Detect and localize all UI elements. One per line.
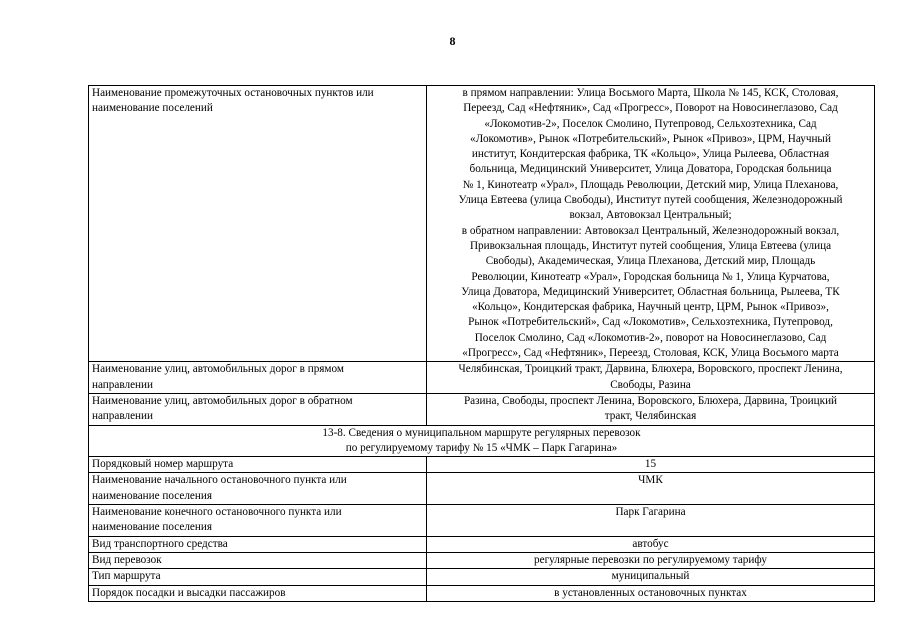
table-row — [89, 569, 875, 585]
row-label — [89, 362, 427, 394]
row-value — [427, 457, 875, 473]
text-line: Рынок «Потребительский», Сад «Локомотив», Сельхозтехника, Путепровод, — [468, 316, 833, 329]
page-number: 8 — [449, 34, 456, 48]
text-line: тракт, Челябинская — [604, 410, 697, 423]
row-value — [427, 86, 875, 362]
text-line: Наименование улиц, автомобильных дорог в прямом — [92, 363, 344, 376]
text-line: «Кольцо», Кондитерская фабрика, Научный центр, ЦРМ, Рынок «Привоз», — [472, 301, 829, 314]
table-row — [89, 552, 875, 568]
table-row — [89, 393, 875, 425]
text-line: Наименование промежуточных остановочных пунктов или — [92, 87, 374, 99]
text-line: Наименование конечного остановочного пункта или — [92, 506, 342, 519]
text-line: наименование поселения — [92, 489, 212, 502]
text-line: вокзал, Автовокзал Центральный; — [569, 209, 732, 222]
table-row — [89, 86, 875, 362]
text-line: Поселок Смолино, Сад «Локомотив-2», поворот на Новосинеглазово, Сад — [474, 331, 827, 344]
row-value — [427, 473, 875, 505]
text-line: Разина, Свободы, проспект Ленина, Воровского, Блюхера, Дарвина, Троицкий — [463, 394, 838, 407]
row-label — [89, 86, 427, 362]
text-line: автобус — [632, 537, 669, 550]
text-line: Улица Евтеева (улица Свободы), Институт путей сообщения, Железнодорожный — [458, 194, 843, 207]
row-value — [427, 552, 875, 568]
text-line: Тип маршрута — [92, 570, 161, 583]
text-line: муниципальный — [611, 570, 690, 583]
text-line: в установленных остановочных пунктах — [554, 586, 747, 599]
text-line: «Прогресс», Сад «Нефтяник», Переезд, Столовая, КСК, Улица Восьмого марта — [462, 347, 839, 360]
row-label — [89, 473, 427, 505]
text-line: «Локомотив-2», Поселок Смолино, Путепровод, Сельхозтехника, Сад — [484, 117, 817, 130]
text-line: Свободы, Разина — [610, 378, 691, 391]
row-value — [427, 362, 875, 394]
text-line: направлении — [92, 378, 153, 391]
row-value — [427, 569, 875, 585]
table-row — [89, 473, 875, 505]
text-line: по регулируемому тарифу № 15 «ЧМК – Парк Гагарина» — [345, 441, 618, 454]
text-line: Парк Гагарина — [615, 506, 686, 519]
table-row — [89, 457, 875, 473]
text-line: больница, Медицинский Университет, Улица Доватора, Городская больница — [469, 163, 832, 176]
text-line: Наименование начального остановочного пункта или — [92, 474, 347, 487]
text-line: регулярные перевозки по регулируемому тарифу — [534, 553, 767, 566]
row-label — [89, 393, 427, 425]
text-line: Порядковый номер маршрута — [92, 458, 234, 471]
route-info-table-body — [89, 86, 875, 602]
row-label — [89, 536, 427, 552]
text-line: институт, Кондитерская фабрика, ТК «Кольцо», Улица Рылеева, Областная — [471, 148, 830, 161]
row-label — [89, 505, 427, 537]
text-line: Свободы), Академическая, Улица Плеханова, Детский мир, Площадь — [485, 255, 816, 268]
section-heading — [89, 425, 875, 457]
row-value — [427, 536, 875, 552]
text-line: ЧМК — [638, 474, 663, 487]
row-label — [89, 585, 427, 601]
row-label — [89, 552, 427, 568]
text-line: в прямом направлении: Улица Восьмого Марта, Школа № 145, КСК, Столовая, — [462, 87, 839, 99]
table-row — [89, 505, 875, 537]
route-info-table — [88, 85, 875, 602]
text-line: Улица Доватора, Медицинский Университет, Областная больница, Рылеева, ТК — [461, 285, 840, 298]
text-line: наименование поселений — [92, 102, 213, 115]
text-line: наименование поселения — [92, 521, 212, 534]
row-label — [89, 457, 427, 473]
table-row — [89, 362, 875, 394]
text-line: Порядок посадки и высадки пассажиров — [92, 586, 286, 599]
text-line: 15 — [644, 458, 657, 471]
text-line: Вид транспортного средства — [92, 537, 228, 550]
text-line: Наименование улиц, автомобильных дорог в обратном — [92, 394, 353, 407]
text-line: № 1, Кинотеатр «Урал», Площадь Революции, Детский мир, Улица Плеханова, — [462, 178, 839, 191]
section-heading-row — [89, 425, 875, 457]
row-value — [427, 585, 875, 601]
text-line: Революции, Кинотеатр «Урал», Городская больница № 1, Улица Курчатова, — [471, 270, 830, 283]
text-line: Привокзальная площадь, Институт путей сообщения, Улица Евтеева (улица — [469, 239, 832, 252]
row-value — [427, 393, 875, 425]
text-line: Вид перевозок — [92, 553, 162, 566]
text-line: 13-8. Сведения о муниципальном маршруте регулярных перевозок — [322, 426, 641, 439]
text-line: Переезд, Сад «Нефтяник», Сад «Прогресс», Поворот на Новосинеглазово, Сад — [463, 102, 838, 115]
text-line: «Локомотив», Рынок «Потребительский», Рынок «Привоз», ЦРМ, Научный — [470, 132, 831, 145]
text-line: направлении — [92, 410, 153, 423]
row-value — [427, 505, 875, 537]
row-label — [89, 569, 427, 585]
table-row — [89, 585, 875, 601]
table-row — [89, 536, 875, 552]
text-line: в обратном направлении: Автовокзал Центральный, Железнодорожный вокзал, — [461, 224, 840, 237]
text-line: Челябинская, Троицкий тракт, Дарвина, Блюхера, Воровского, проспект Ленина, — [458, 363, 843, 376]
